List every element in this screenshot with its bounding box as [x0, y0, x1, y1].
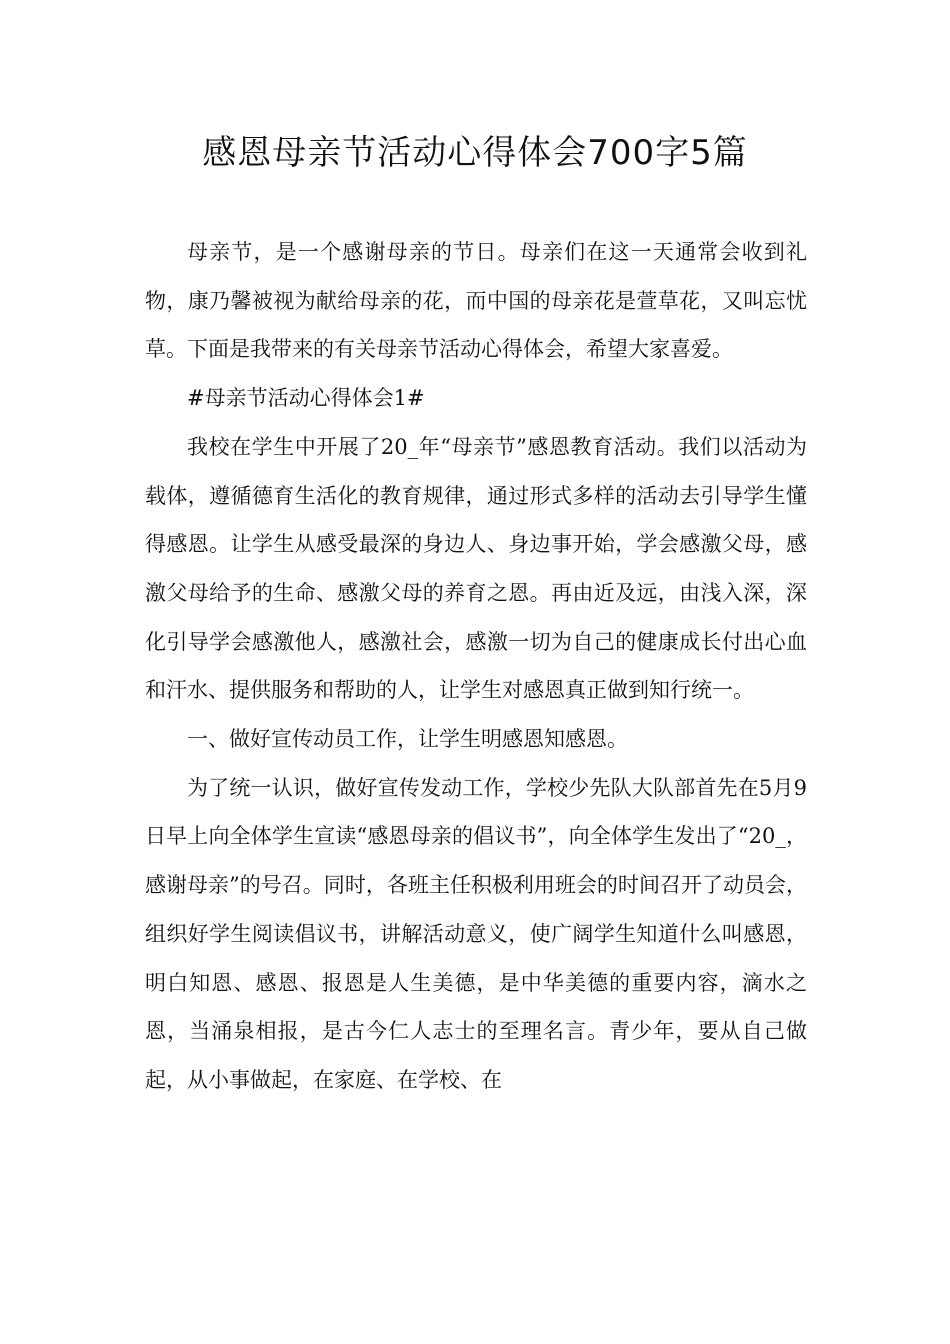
document-body — [145, 228, 807, 1105]
paragraph-publicity: 为了统一认识，做好宣传发动工作，学校少先队大队部首先在5月9日早上向全体学生宣读“感恩母亲的倡议书”，向全体学生发出了“20_，感谢母亲”的号召。同时，各班主任积极利用班会的时间召开了动员会，组织好学生阅读倡议书，讲解活动意义，使广阔学生知道什么叫感恩，明白知恩、感恩、报恩是人生美德，是中华美德的重要内容，滴水之恩，当涌泉相报，是古今仁人志士的至理名言。青少年，要从自己做起，从小事做起，在家庭、在学校、在 — [145, 775, 807, 1092]
subheading-1: 一、做好宣传动员工作，让学生明感恩知感恩。 — [187, 727, 628, 752]
document-title: 感恩母亲节活动心得体会700字5篇 — [202, 133, 748, 173]
paragraph-intro: 母亲节，是一个感谢母亲的节日。母亲们在这一天通常会收到礼物，康乃馨被视为献给母亲的花，而中国的母亲花是萱草花，又叫忘忧草。下面是我带来的有关母亲节活动心得体会，希望大家喜爱。 — [145, 240, 807, 362]
section-heading-1: #母亲节活动心得体会1# — [187, 386, 425, 411]
paragraph-activity: 我校在学生中开展了20_年“母亲节”感恩教育活动。我们以活动为载体，遵循德育生活化的教育规律，通过形式多样的活动去引导学生懂得感恩。让学生从感受最深的身边人、身边事开始，学会感激父母，感激父母给予的生命、感激父母的养育之恩。再由近及远，由浅入深，深化引导学会感激他人，感激社会，感激一切为自己的健康成长付出心血和汗水、提供服务和帮助的人，让学生对感恩真正做到知行统一。 — [145, 434, 807, 703]
